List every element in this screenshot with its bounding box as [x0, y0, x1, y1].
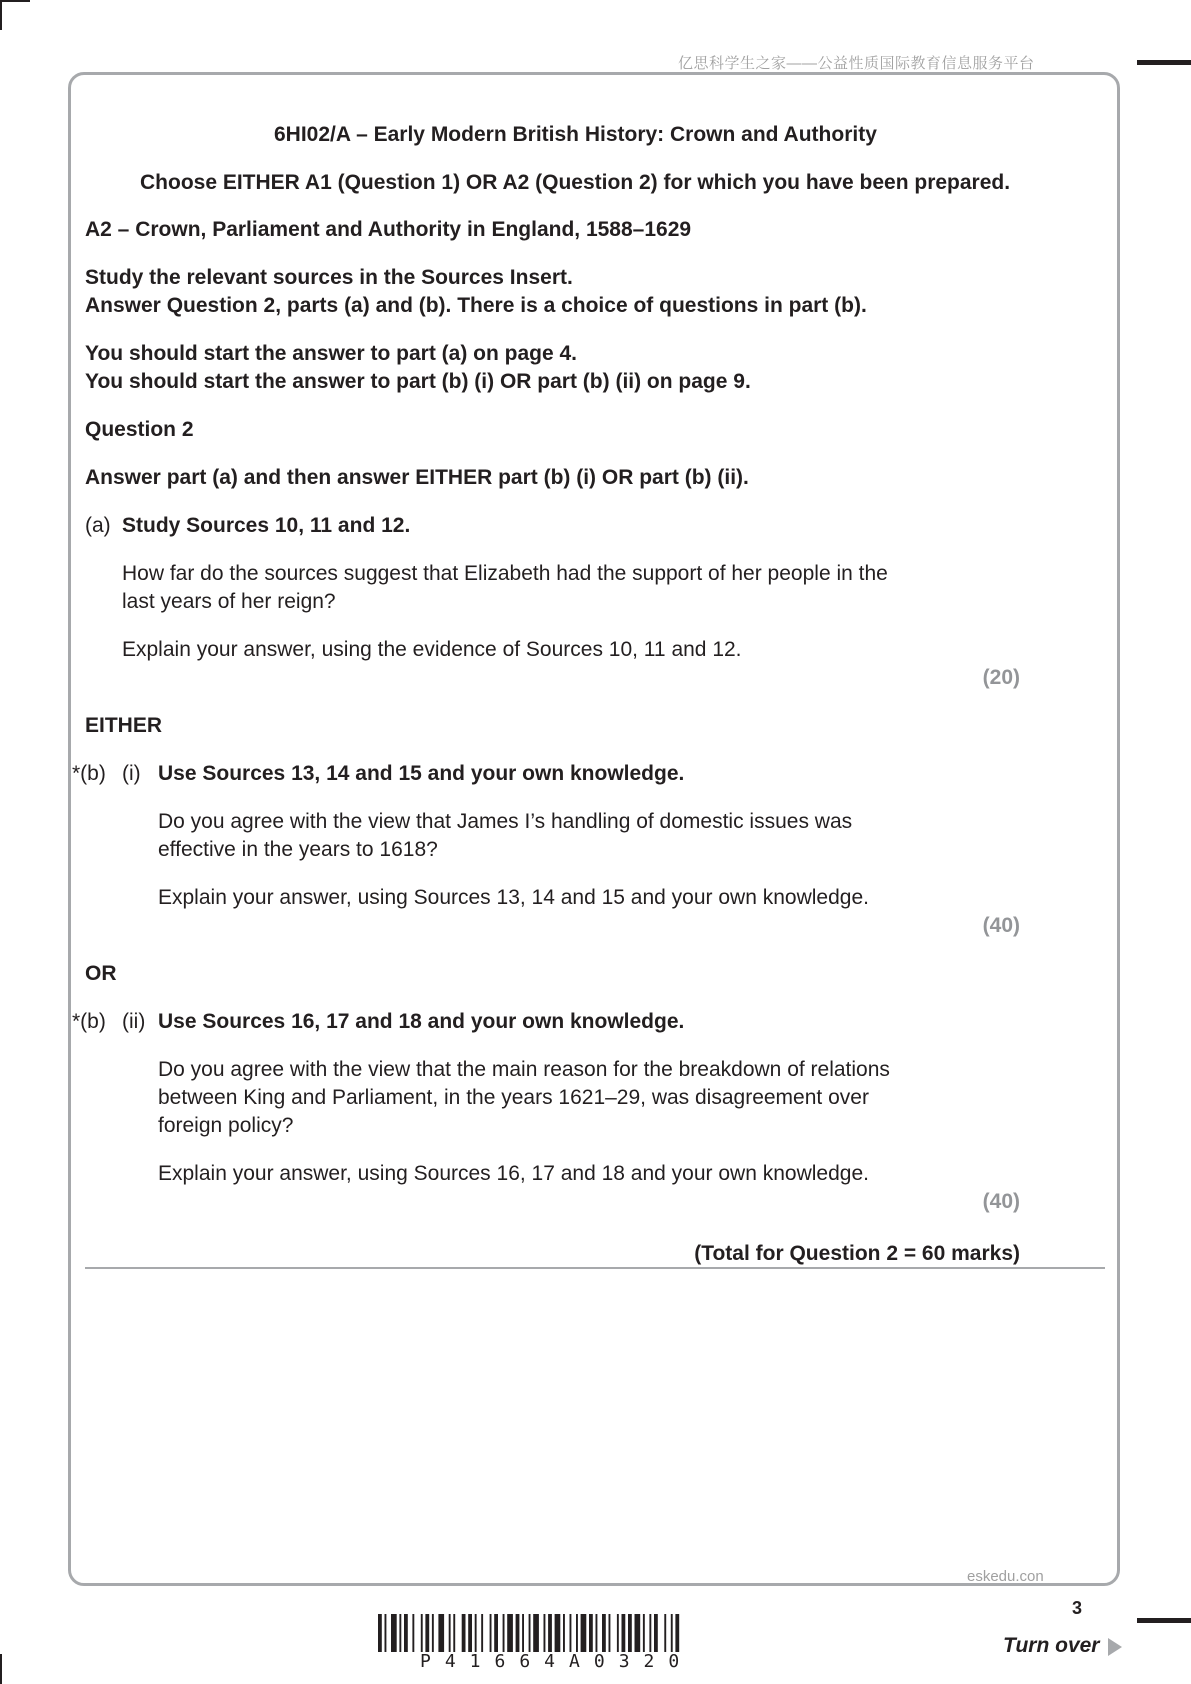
- section-title: A2 – Crown, Parliament and Authority in England, 1588–1629: [85, 218, 692, 241]
- part-b-ii-marks: (40): [982, 1190, 1020, 1213]
- crop-mark: [0, 0, 2, 30]
- question-instruction: Answer part (a) and then answer EITHER part (b) (i) OR part (b) (ii).: [85, 466, 749, 489]
- part-a-marks: (20): [982, 666, 1020, 689]
- study-instruction: Study the relevant sources in the Sources Insert.: [85, 266, 573, 289]
- page-number: 3: [1072, 1598, 1083, 1618]
- watermark-top: 亿思科学生之家——公益性质国际教育信息服务平台: [678, 55, 1035, 72]
- part-b-ii-question-line: foreign policy?: [158, 1114, 294, 1137]
- total-divider: [85, 1267, 1105, 1269]
- paper-title: 6HI02/A – Early Modern British History: Crown and Authority: [274, 123, 877, 146]
- part-b-ii-sublabel: (ii): [122, 1010, 146, 1033]
- part-a-label: (a): [85, 514, 111, 537]
- part-b-i-lead: Use Sources 13, 14 and 15 and your own knowledge.: [158, 762, 685, 785]
- part-b-i-label: *(b): [72, 762, 106, 785]
- or-label: OR: [85, 962, 117, 985]
- crop-mark: [0, 0, 30, 2]
- part-b-ii-explain: Explain your answer, using Sources 16, 17 and 18 and your own knowledge.: [158, 1162, 869, 1185]
- turn-over-arrow-icon: [1108, 1638, 1122, 1656]
- barcode: [378, 1614, 810, 1652]
- choose-instruction: Choose EITHER A1 (Question 1) OR A2 (Question 2) for which you have been prepared.: [140, 171, 1011, 194]
- part-b-ii-question-line: between King and Parliament, in the years 1621–29, was disagreement over: [158, 1086, 869, 1109]
- part-b-i-sublabel: (i): [122, 762, 141, 785]
- part-a-lead: Study Sources 10, 11 and 12.: [122, 514, 411, 537]
- part-b-ii-lead: Use Sources 16, 17 and 18 and your own knowledge.: [158, 1010, 685, 1033]
- start-part-a: You should start the answer to part (a) on page 4.: [85, 342, 578, 365]
- either-label: EITHER: [85, 714, 163, 737]
- part-a-question-line: How far do the sources suggest that Elizabeth had the support of her people in the: [122, 562, 888, 585]
- edge-bar: [1137, 1618, 1191, 1623]
- part-b-i-marks: (40): [982, 914, 1020, 937]
- part-a-question-line: last years of her reign?: [122, 590, 336, 613]
- question-total: (Total for Question 2 = 60 marks): [694, 1242, 1020, 1265]
- part-b-i-explain: Explain your answer, using Sources 13, 14 and 15 and your own knowledge.: [158, 886, 869, 909]
- crop-mark: [0, 1654, 2, 1684]
- part-a-explain: Explain your answer, using the evidence of Sources 10, 11 and 12.: [122, 638, 742, 661]
- question-heading: Question 2: [85, 418, 194, 441]
- part-b-ii-question-line: Do you agree with the view that the main reason for the breakdown of relations: [158, 1058, 890, 1081]
- part-b-i-question-line: Do you agree with the view that James I’s handling of domestic issues was: [158, 810, 853, 833]
- watermark-bottom: eskedu.con: [967, 1568, 1044, 1585]
- barcode-text: P41664A0320: [420, 1651, 694, 1672]
- part-b-i-question-line: effective in the years to 1618?: [158, 838, 438, 861]
- turn-over-label: Turn over: [1003, 1634, 1100, 1657]
- answer-instruction: Answer Question 2, parts (a) and (b). There is a choice of questions in part (b).: [85, 294, 867, 317]
- edge-bar: [1137, 60, 1191, 65]
- start-part-b: You should start the answer to part (b) (i) OR part (b) (ii) on page 9.: [85, 370, 751, 393]
- part-b-ii-label: *(b): [72, 1010, 106, 1033]
